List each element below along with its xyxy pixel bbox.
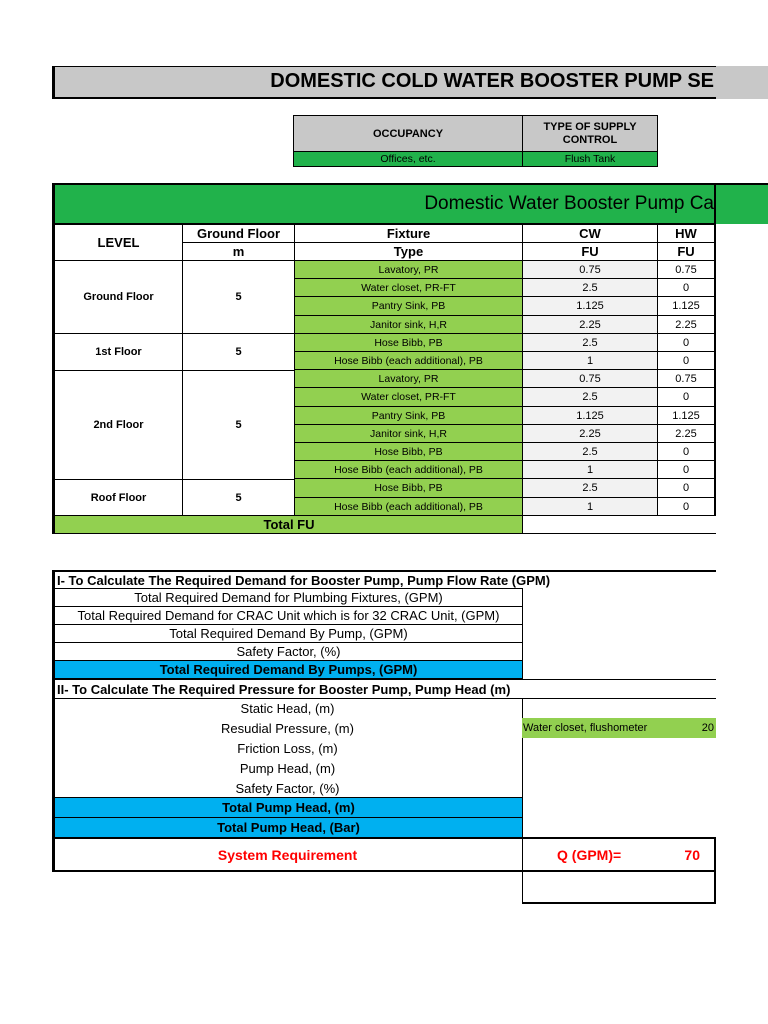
occupancy-value: Offices, etc.: [293, 151, 523, 167]
level-cell: 2nd Floor: [52, 370, 183, 480]
cw-fu-cell: 2.5: [522, 478, 658, 498]
hw-fu-header: FU: [657, 242, 716, 261]
hw-fu-cell: 0: [657, 333, 716, 352]
section2-title: II- To Calculate The Required Pressure for Booster Pump, Pump Head (m): [52, 679, 716, 699]
fixture-type-cell: Water closet, PR-FT: [294, 387, 523, 407]
fixture-type-cell: Pantry Sink, PB: [294, 296, 523, 316]
hw-fu-cell: 1.125: [657, 406, 716, 425]
level-height: 5: [182, 370, 295, 480]
section1-row: Total Required Demand for CRAC Unit which is for 32 CRAC Unit, (GPM): [52, 606, 523, 625]
fixture-type-cell: Hose Bibb (each additional), PB: [294, 497, 523, 516]
page-title: DOMESTIC COLD WATER BOOSTER PUMP SE: [270, 70, 714, 92]
section2-row: Pump Head, (m): [239, 760, 336, 776]
ground-floor-header: Ground Floor: [182, 224, 295, 243]
hw-fu-cell: 0.75: [657, 260, 716, 279]
fixture-type-cell: Water closet, PR-FT: [294, 278, 523, 297]
section1-row: Total Required Demand for Plumbing Fixtures, (GPM): [52, 588, 523, 607]
level-cell: Ground Floor: [52, 260, 183, 334]
section2-row: Safety Factor, (%): [235, 780, 340, 796]
occupancy-header: OCCUPANCY: [293, 115, 523, 152]
level-header: LEVEL: [52, 224, 183, 261]
cw-fu-cell: 1: [522, 460, 658, 479]
residual-note: Water closet, flushometer: [523, 722, 648, 734]
empty-result-cell: [522, 871, 716, 904]
q-gpm-label: Q (GPM)=: [557, 846, 622, 863]
cw-fu-cell: 2.5: [522, 278, 658, 297]
hw-fu-cell: 0: [657, 460, 716, 479]
fixture-type-cell: Hose Bibb (each additional), PB: [294, 351, 523, 370]
section2-row: Resudial Pressure, (m): [221, 720, 354, 736]
hw-fu-cell: 2.25: [657, 424, 716, 443]
cw-fu-cell: 2.5: [522, 333, 658, 352]
fixture-type-cell: Hose Bibb, PB: [294, 442, 523, 461]
calc-title: Domestic Water Booster Pump Ca: [424, 192, 714, 214]
hw-fu-cell: 0: [657, 387, 716, 407]
q-gpm-value: 70: [684, 846, 700, 863]
title-bar-fill: [716, 66, 768, 99]
cw-fu-cell: 0.75: [522, 260, 658, 279]
fixture-header: Fixture: [294, 224, 523, 243]
cw-fu-cell: 1: [522, 351, 658, 370]
section1-title: I- To Calculate The Required Demand for Booster Pump, Pump Flow Rate (GPM): [52, 570, 716, 589]
cw-fu-cell: 0.75: [522, 369, 658, 388]
supply-control-value: Flush Tank: [522, 151, 658, 167]
cw-fu-cell: 2.25: [522, 424, 658, 443]
hw-fu-cell: 1.125: [657, 296, 716, 316]
cw-fu-cell: 2.5: [522, 442, 658, 461]
cw-fu-cell: 2.25: [522, 315, 658, 334]
level-height: 5: [182, 260, 295, 334]
total-pump-head-bar: Total Pump Head, (Bar): [52, 817, 523, 838]
fixture-type-cell: Pantry Sink, PB: [294, 406, 523, 425]
section1-right-border: [522, 588, 523, 679]
hw-fu-cell: 0: [657, 478, 716, 498]
fixture-type-header: Type: [294, 242, 523, 261]
level-cell: Roof Floor: [52, 479, 183, 516]
section2-row: Static Head, (m): [240, 700, 335, 716]
cw-fu-cell: 1: [522, 497, 658, 516]
total-pump-head-m: Total Pump Head, (m): [52, 797, 523, 818]
fixture-type-cell: Hose Bibb (each additional), PB: [294, 460, 523, 479]
fixture-type-cell: Lavatory, PR: [294, 260, 523, 279]
cw-header: CW: [522, 224, 658, 243]
section2-row: Friction Loss, (m): [237, 740, 338, 756]
hw-fu-cell: 2.25: [657, 315, 716, 334]
hw-fu-cell: 0: [657, 442, 716, 461]
hw-fu-cell: 0: [657, 351, 716, 370]
fixture-type-cell: Hose Bibb, PB: [294, 333, 523, 352]
hw-fu-cell: 0: [657, 497, 716, 516]
cw-fu-cell: 2.5: [522, 387, 658, 407]
residual-value: 20: [701, 722, 714, 734]
level-height: 5: [182, 333, 295, 371]
hw-fu-cell: 0: [657, 278, 716, 297]
cw-fu-header: FU: [522, 242, 658, 261]
fixture-type-cell: Janitor sink, H,R: [294, 315, 523, 334]
hw-fu-cell: 0.75: [657, 369, 716, 388]
level-cell: 1st Floor: [52, 333, 183, 371]
fixture-type-cell: Hose Bibb, PB: [294, 478, 523, 498]
total-fu-value: [522, 515, 716, 534]
total-fu: Total FU: [52, 515, 523, 534]
ground-floor-unit: m: [182, 242, 295, 261]
fixture-type-cell: Janitor sink, H,R: [294, 424, 523, 443]
section1-row: Total Required Demand By Pump, (GPM): [52, 624, 523, 643]
supply-control-header: TYPE OF SUPPLY CONTROL: [522, 115, 658, 152]
section1-total: Total Required Demand By Pumps, (GPM): [52, 660, 523, 679]
system-requirement-label: System Requirement: [217, 846, 358, 863]
hw-header: HW: [657, 224, 716, 243]
level-height: 5: [182, 479, 295, 516]
section1-row: Safety Factor, (%): [52, 642, 523, 661]
fixture-type-cell: Lavatory, PR: [294, 369, 523, 388]
cw-fu-cell: 1.125: [522, 406, 658, 425]
cw-fu-cell: 1.125: [522, 296, 658, 316]
